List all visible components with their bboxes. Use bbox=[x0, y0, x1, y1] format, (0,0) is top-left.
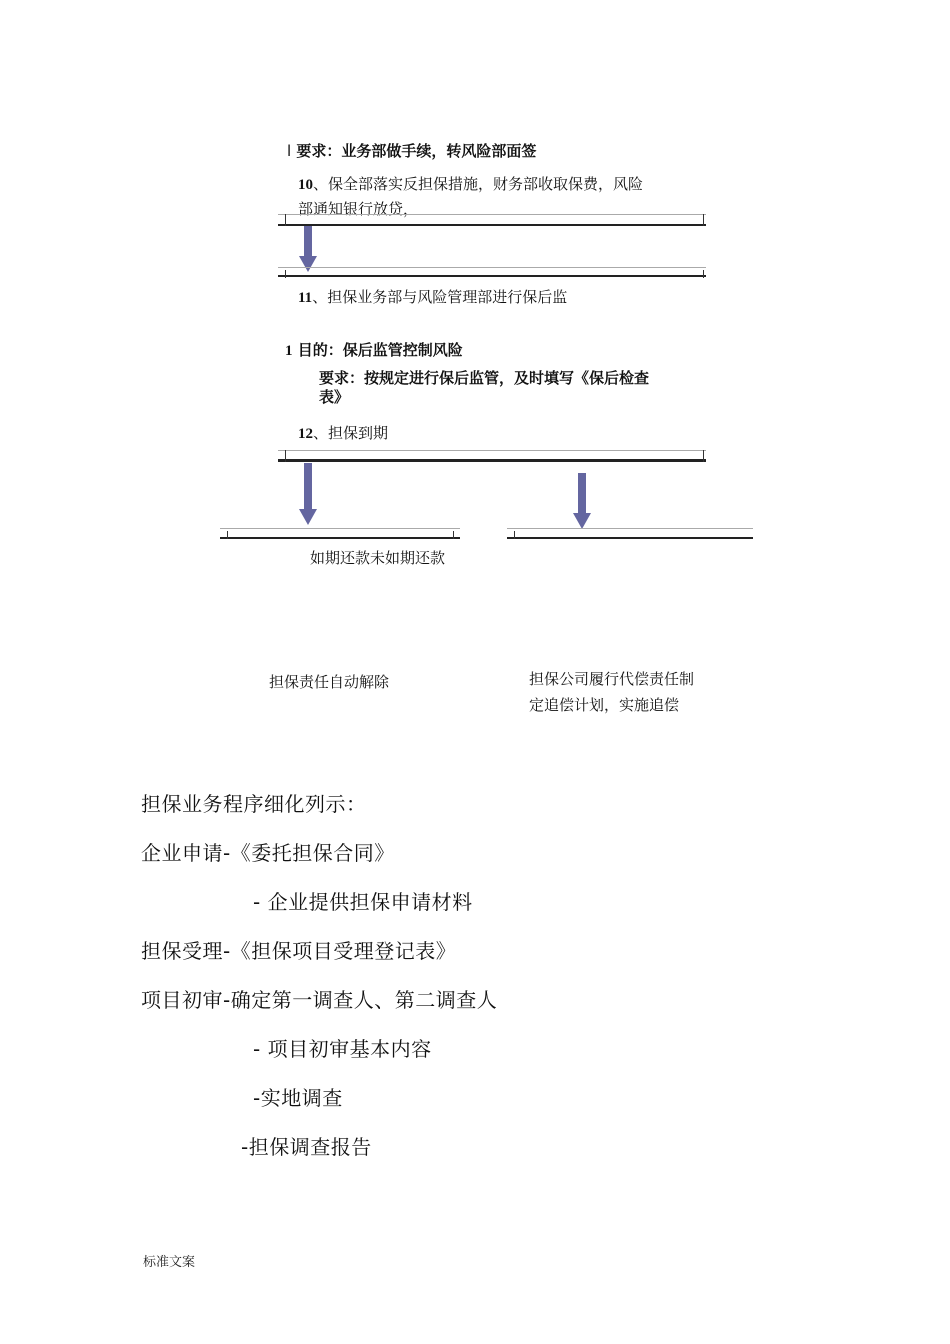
step-10-line1 bbox=[298, 173, 643, 194]
requirement-2-line2 bbox=[319, 386, 349, 407]
arrow-head-icon bbox=[573, 513, 591, 529]
requirement-2-text: 要求：按规定进行保后监管，及时填写《保后检查 bbox=[319, 369, 650, 387]
step-11-top-bracket bbox=[278, 267, 706, 277]
page-footer: 标准文案 bbox=[143, 1254, 196, 1269]
outcome-left bbox=[269, 671, 389, 692]
step-10-text-continued: 部通知银行放贷， bbox=[298, 200, 419, 218]
bracket-tick bbox=[514, 531, 515, 539]
bracket-tick bbox=[703, 450, 704, 462]
bracket-tick bbox=[703, 270, 704, 278]
outcome-right-text: 担保公司履行代偿责任制 bbox=[529, 670, 695, 688]
bracket-tick bbox=[227, 531, 228, 539]
outcome-right-line2 bbox=[529, 694, 679, 715]
arrow-down-icon bbox=[304, 226, 312, 258]
step-11-text: 、担保业务部与风险管理部进行保后监 bbox=[312, 288, 568, 306]
step-12 bbox=[298, 422, 388, 443]
step-12-number: 12 bbox=[298, 426, 313, 442]
bracket-tick bbox=[285, 270, 286, 278]
step-12-bottom-bracket bbox=[278, 450, 706, 462]
arrow-head-icon bbox=[299, 509, 317, 525]
step-10-bottom-bracket bbox=[278, 214, 706, 226]
detail-line-5: - 项目初审基本内容 bbox=[253, 1037, 432, 1061]
purpose-text: 目的：保后监管控制风险 bbox=[297, 341, 463, 359]
purpose-number: 1 bbox=[285, 343, 293, 359]
bracket-tick bbox=[285, 450, 286, 462]
detail-line-3: 担保受理-《担保项目受理登记表》 bbox=[141, 939, 457, 963]
requirement-2-line1 bbox=[319, 367, 649, 388]
detail-line-7: -担保调查报告 bbox=[241, 1135, 372, 1159]
outcome-right-line1 bbox=[529, 668, 694, 689]
purpose bbox=[285, 339, 463, 360]
bracket-tick bbox=[453, 531, 454, 539]
step-12-text: 、担保到期 bbox=[313, 424, 389, 442]
step-11-number: 11 bbox=[298, 290, 313, 306]
bracket-tick bbox=[285, 214, 286, 226]
outcome-right-text-continued: 定追偿计划，实施追偿 bbox=[529, 696, 680, 714]
step-11 bbox=[298, 286, 567, 307]
branch-labels bbox=[310, 547, 445, 568]
detail-line-6: -实地调查 bbox=[253, 1086, 343, 1110]
step-10-text: 、保全部落实反担保措施，财务部收取保费，风险 bbox=[313, 175, 644, 193]
arrow-down-right-icon bbox=[578, 473, 586, 515]
detail-heading: 担保业务程序细化列示： bbox=[141, 792, 367, 816]
left-branch-box-top bbox=[220, 528, 460, 539]
branch-labels-text: 如期还款未如期还款 bbox=[310, 549, 446, 567]
detail-line-1: 企业申请-《委托担保合同》 bbox=[141, 841, 395, 865]
requirement-1 bbox=[287, 140, 536, 161]
right-branch-box-top bbox=[507, 528, 753, 539]
requirement-1-prefix: l bbox=[287, 142, 292, 160]
requirement-2-text-continued: 表》 bbox=[319, 388, 350, 406]
requirement-1-text: 要求：业务部做手续，转风险部面签 bbox=[296, 142, 537, 160]
step-10-number: 10 bbox=[298, 177, 313, 193]
outcome-left-text: 担保责任自动解除 bbox=[269, 673, 390, 691]
bracket-tick bbox=[703, 214, 704, 226]
detail-line-2: - 企业提供担保申请材料 bbox=[253, 890, 473, 914]
arrow-down-left-icon bbox=[304, 463, 312, 511]
detail-line-4: 项目初审-确定第一调查人、第二调查人 bbox=[141, 988, 498, 1012]
